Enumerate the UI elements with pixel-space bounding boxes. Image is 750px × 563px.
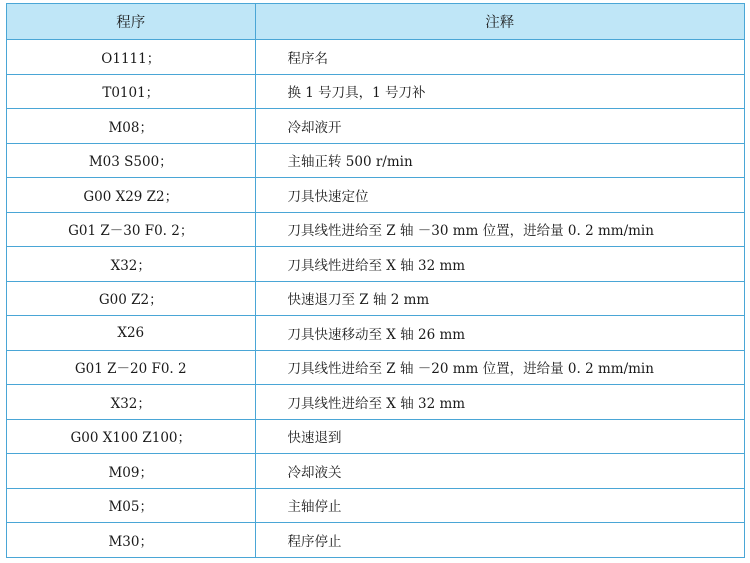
program-cell: G01 Z－30 F0. 2；	[7, 212, 255, 247]
table-row	[7, 419, 744, 454]
header-row	[7, 4, 744, 40]
table-row	[7, 40, 744, 75]
table-row	[7, 247, 744, 282]
table-row	[7, 74, 744, 109]
table-row	[7, 350, 744, 385]
comment-cell: 冷却液开	[255, 109, 744, 144]
program-cell: M09；	[7, 454, 255, 489]
program-cell: G00 X29 Z2；	[7, 178, 255, 213]
comment-cell: 刀具快速定位	[255, 178, 744, 213]
program-cell: T0101；	[7, 74, 255, 109]
program-cell: X32；	[7, 385, 255, 420]
table-header	[7, 4, 744, 40]
comment-cell: 冷却液关	[255, 454, 744, 489]
table-row	[7, 316, 744, 351]
table-body	[7, 40, 744, 557]
program-cell: O1111；	[101, 50, 161, 67]
table-row	[7, 281, 744, 316]
program-cell: X32；	[7, 247, 255, 282]
program-cell: X26	[7, 316, 255, 351]
comment-cell: 主轴正转 500 r/min	[255, 143, 744, 178]
program-table-container	[6, 3, 745, 558]
header-program: 程序	[7, 4, 255, 40]
comment-cell: 快速退刀至 Z 轴 2 mm	[255, 281, 744, 316]
comment-cell: 刀具线性进给至 Z 轴 －30 mm 位置，进给量 0. 2 mm/min	[255, 212, 744, 247]
table-row	[7, 212, 744, 247]
program-table	[7, 4, 744, 557]
comment-cell: 快速退到	[255, 419, 744, 454]
table-row	[7, 454, 744, 489]
header-comment: 注释	[255, 4, 744, 40]
comment-cell: 程序名	[255, 40, 744, 75]
table-row	[7, 178, 744, 213]
table-row	[7, 109, 744, 144]
comment-cell: 程序停止	[255, 523, 744, 557]
program-cell: G00 X100 Z100；	[7, 419, 255, 454]
program-cell: G00 Z2；	[7, 281, 255, 316]
comment-cell: 刀具线性进给至 X 轴 32 mm	[255, 247, 744, 282]
table-row	[7, 488, 744, 523]
comment-cell: 刀具线性进给至 X 轴 32 mm	[255, 385, 744, 420]
program-cell: M08；	[7, 109, 255, 144]
comment-cell: 换 1 号刀具，1 号刀补	[255, 74, 744, 109]
table-row	[7, 143, 744, 178]
program-cell: M03 S500；	[7, 143, 255, 178]
program-cell: M05；	[7, 488, 255, 523]
comment-cell: 刀具线性进给至 Z 轴 －20 mm 位置，进给量 0. 2 mm/min	[255, 350, 744, 385]
table-row	[7, 523, 744, 557]
table-row	[7, 385, 744, 420]
comment-cell: 刀具快速移动至 X 轴 26 mm	[255, 316, 744, 351]
program-cell: G01 Z－20 F0. 2	[7, 350, 255, 385]
program-cell: M30；	[7, 523, 255, 557]
comment-cell: 主轴停止	[255, 488, 744, 523]
